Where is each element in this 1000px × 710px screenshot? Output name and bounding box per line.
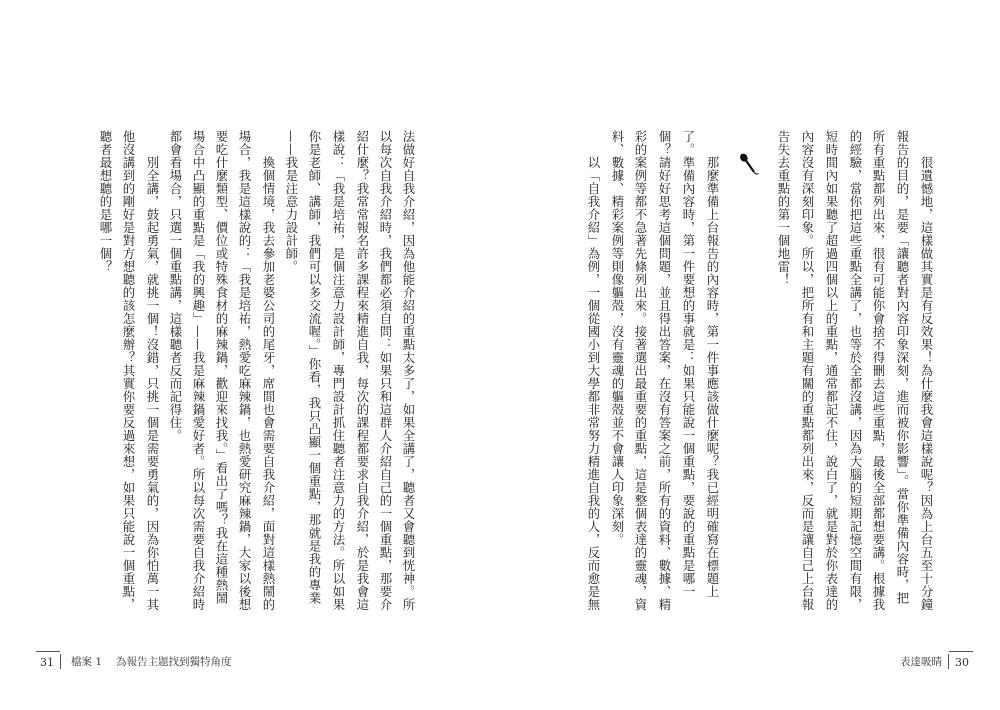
- text-column: 個？請好好思考這個問題，並且得出答案，在沒有答案之前，所有的資料、數據、精: [657, 130, 672, 611]
- microphone-icon: [738, 150, 760, 180]
- footer-left: [36, 654, 232, 669]
- page-number-left: 31: [36, 654, 61, 669]
- text-column: 料、數據、精彩案例等則像軀殼，沒有靈魂的軀殼並不會讓人印象深刻。: [610, 130, 625, 546]
- text-column: 很遺憾地，這樣做其實是有反效果！為什麼我會這樣說呢？因為上台五至十分鐘: [919, 130, 934, 611]
- text-column: ——我是注意力設計師。: [284, 130, 299, 273]
- footer-right: [900, 654, 973, 669]
- chapter-label: 檔案 1: [71, 656, 103, 668]
- text-column: 都會看場合，只選一個重點講，這樣聽者反而記得住。: [168, 130, 183, 442]
- page-number-right: 30: [948, 654, 973, 669]
- text-column: 那麼準備上台報告的內容時，第一件事應該做什麼呢？我已經明確寫在標題上: [705, 130, 720, 598]
- text-column: 了。準備內容時，第一件要想的事就是：如果只能說一個重點，要說的重點是哪一: [681, 130, 696, 598]
- text-column: 所有重點都列出來，很有可能你會捨不得刪去這些重點，最後全部都想要講。根據我: [871, 130, 886, 611]
- text-column: 告失去重點的第一個地雷！: [776, 130, 791, 286]
- text-column: 樣說：「我是培祐，是個注意力設計師，專門設計抓住聽者注意力的方法。所以如果: [331, 130, 346, 611]
- running-head-left: 為報告主題找到獨特角度: [116, 656, 232, 668]
- running-head-right: 表達吸睛: [900, 656, 942, 668]
- text-column: 報告的目的，是要「讓聽者對內容印象深刻，進而被你影響」。當你準備內容時，把: [895, 130, 910, 605]
- text-column: 內容沒有深刻印象。所以，把所有和主題有關的重點都列出來，反而是讓自己上台報: [800, 130, 815, 611]
- text-column: 彩的案例等都不急著先條列出來。接著選出最重要的重點，這是整個表達的靈魂，資: [633, 130, 648, 611]
- text-column: 他沒講到的剛好是對方想聽的該怎麼辦？其實你要反過來想，如果只能說一個重點，: [121, 130, 136, 611]
- text-column: 要吃什麼類型、價位或特殊食材的麻辣鍋，歡迎來找我。」看出了嗎？我在這種熱鬧: [214, 130, 229, 605]
- text-column: 場合，我是這樣說的：「我是培祐，熱愛吃麻辣鍋，也熱愛研究麻辣鍋，大家以後想: [237, 130, 252, 611]
- text-column: 法做好自我介紹，因為他能介紹的重點太多了，如果全講了，聽者又會聽到恍神。所: [401, 130, 416, 611]
- text-column: 短時間內如果聽了超過四個以上的重點，通常都記不住，說白了，就是對於你表達的: [824, 130, 839, 611]
- text-column: 以「自我介紹」為例，一個從國小到大學都非常努力精進自我的人，反而愈是無: [586, 130, 601, 611]
- text-column: 換個情境，我去參加老婆公司的尾牙，席間也會需要自我介紹，面對這樣熱鬧的: [261, 130, 276, 611]
- text-column: 以每次自我介紹時，我們都必須自問：如果只和這群人介紹自己的一個重點，那要介: [378, 130, 393, 611]
- text-column: 你是老師、講師，我們可以多交流喔。」你看，我只凸顯一個重點，那就是我的專業: [307, 130, 322, 605]
- text-column: 的經驗，當你把這些重點全講了，也等於全都沒講，因為大腦的短期記憶空間有限，: [848, 130, 863, 611]
- text-column: 聽者最想聽的是哪一個？: [98, 130, 113, 273]
- text-column: 別全講，鼓起勇氣，就挑一個！沒錯，只挑一個是需要勇氣的，因為你怕萬一其: [145, 130, 160, 611]
- text-column: 紹什麼？我常常報名許多課程來精進自我，每次的課程都要求自我介紹，於是我會這: [355, 130, 370, 611]
- text-column: 場合中凸顯的重點是「我的興趣」——我是麻辣鍋愛好者。所以每次需要自我介紹時: [191, 130, 206, 611]
